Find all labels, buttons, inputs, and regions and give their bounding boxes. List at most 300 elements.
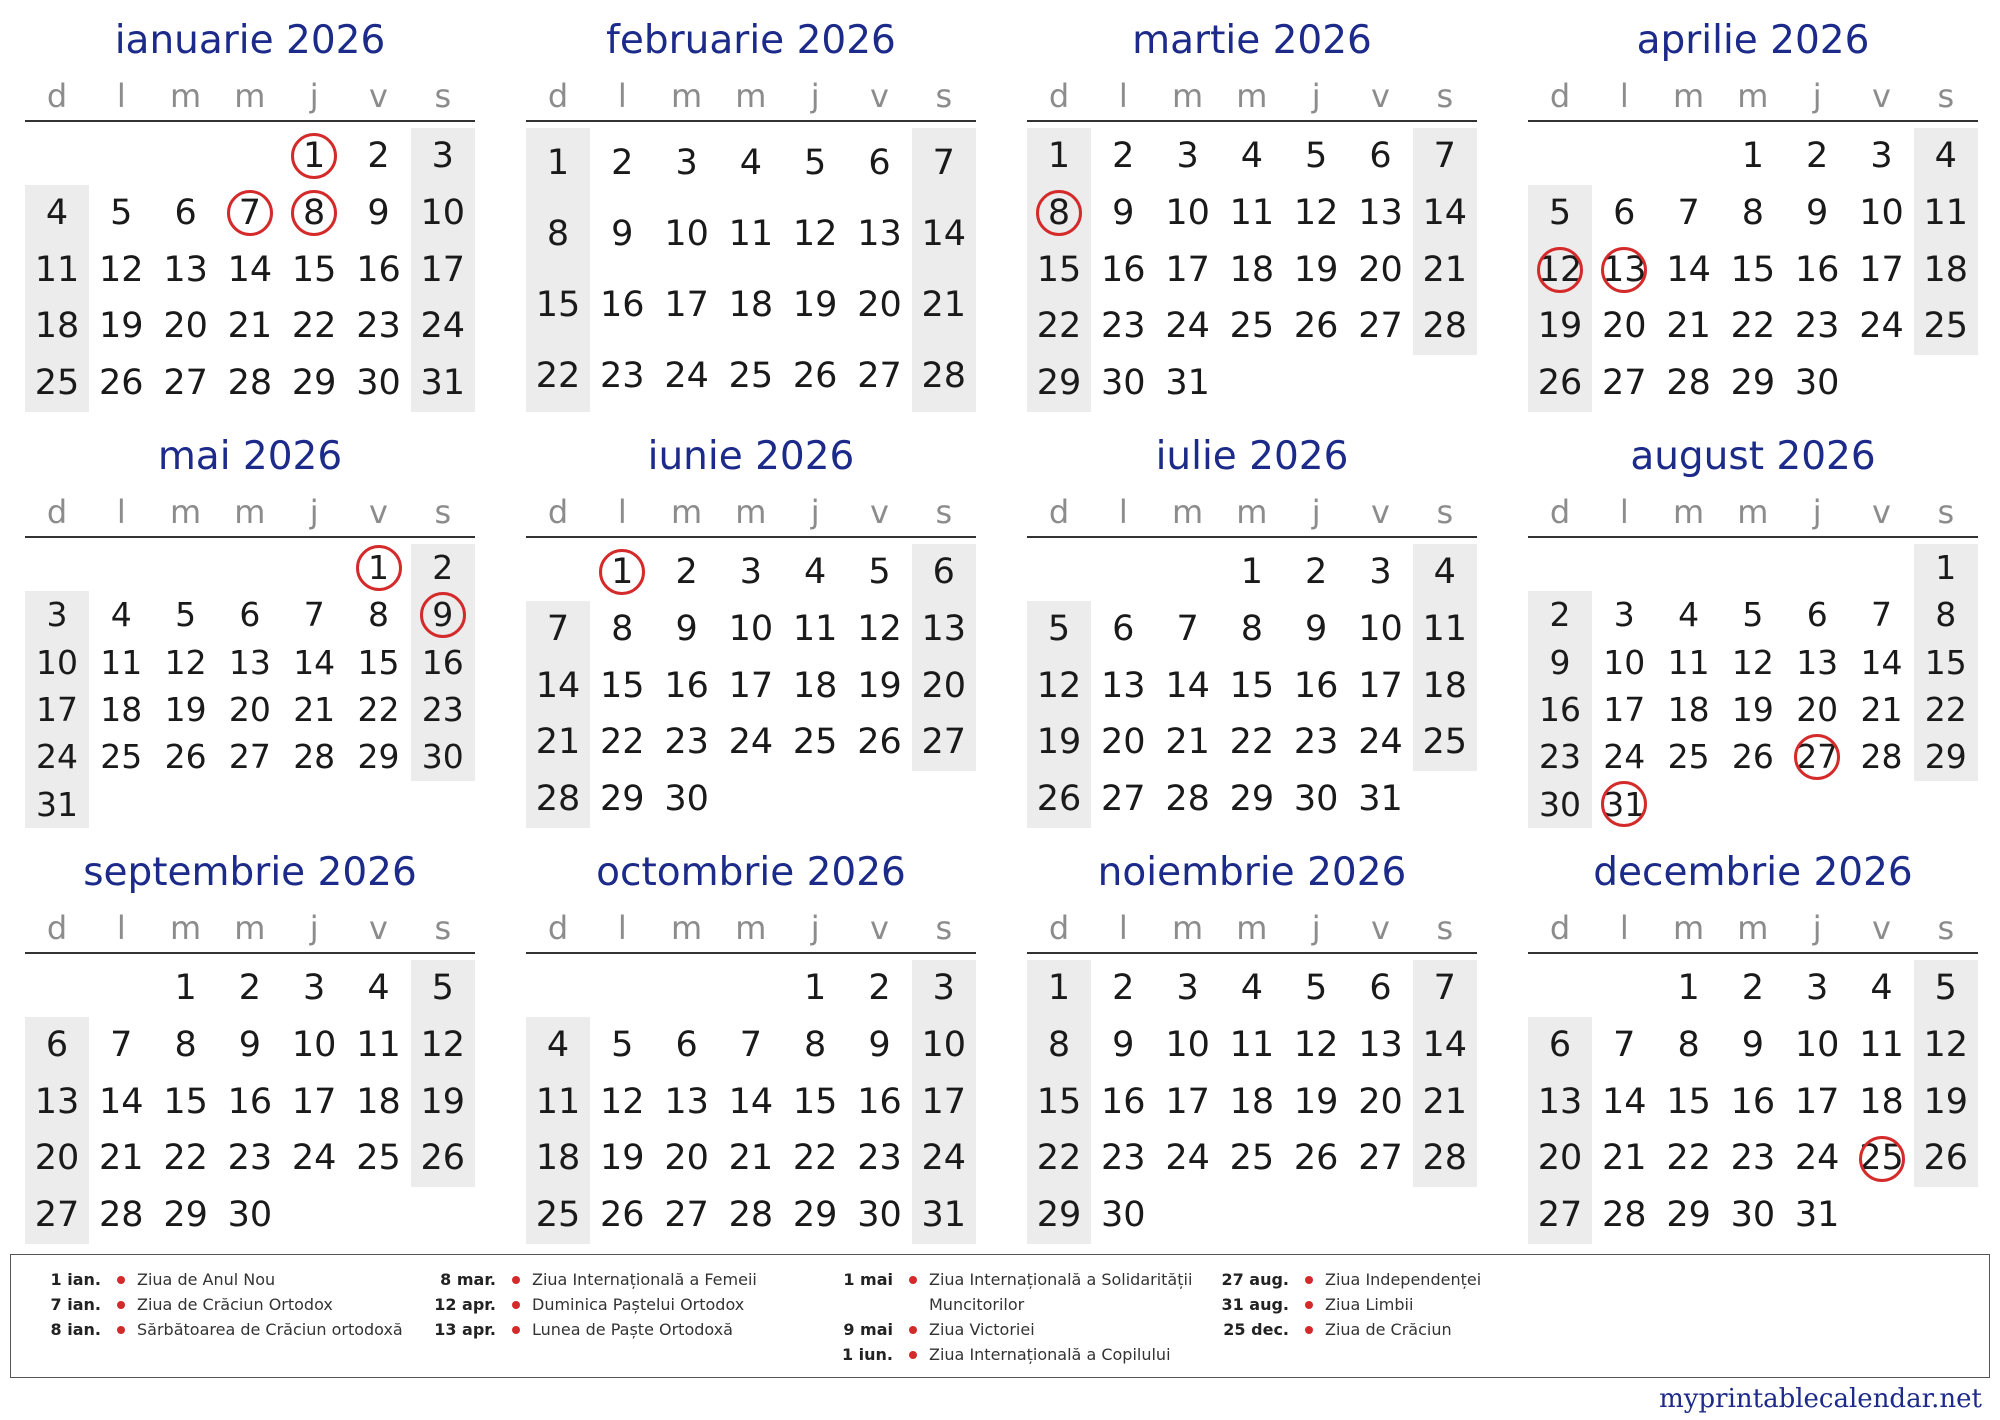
day-cell: 11 <box>1859 1024 1904 1065</box>
weekday-label: m <box>1737 493 1769 531</box>
weekday-label: s <box>1436 909 1454 947</box>
weekday-label: l <box>617 909 627 947</box>
day-cell: 21 <box>99 1138 144 1179</box>
month-block <box>1027 832 1477 1248</box>
month-title: aprilie 2026 <box>1636 18 1870 63</box>
day-cell: 21 <box>1422 1081 1468 1122</box>
day-cell: 18 <box>728 285 774 325</box>
day-cell: 13 <box>228 642 271 682</box>
day-cell: 23 <box>1101 306 1146 347</box>
weekday-label: v <box>870 77 889 115</box>
day-cell: 24 <box>1859 306 1904 347</box>
holiday-name: Ziua Internațională a Copilului <box>929 1345 1171 1364</box>
day-cell: 10 <box>728 608 774 649</box>
day-cell: 27 <box>664 1195 709 1236</box>
day-cell: 29 <box>1730 363 1776 404</box>
day-cell: 2 <box>1305 552 1328 592</box>
weekday-label: m <box>1236 77 1268 115</box>
weekday-label: m <box>671 493 703 531</box>
day-cell: 21 <box>1422 249 1468 290</box>
weekday-label: v <box>1872 493 1891 531</box>
day-cell: 11 <box>356 1024 401 1065</box>
weekday-label: m <box>735 493 767 531</box>
weekday-label: j <box>1311 493 1321 531</box>
day-cell: 24 <box>1165 1138 1210 1179</box>
day-cell: 24 <box>1358 722 1403 763</box>
day-cell: 27 <box>1358 1138 1403 1179</box>
header-rule <box>526 536 976 538</box>
header-rule <box>1528 536 1978 538</box>
day-cell: 26 <box>99 363 144 404</box>
day-cell: 1 <box>1047 136 1071 176</box>
day-cell: 9 <box>238 1024 262 1065</box>
day-cell: 23 <box>227 1138 273 1179</box>
day-cell: 25 <box>34 363 80 404</box>
holiday-bullet-icon <box>117 1326 125 1334</box>
weekday-label: m <box>735 77 767 115</box>
day-cell: 26 <box>1293 1138 1339 1179</box>
day-cell: 7 <box>303 595 325 635</box>
month-block <box>526 416 976 832</box>
day-cell: 28 <box>227 363 273 404</box>
day-cell: 1 <box>1741 136 1765 176</box>
day-cell: 1 <box>804 968 827 1008</box>
month-title: iunie 2026 <box>647 434 855 479</box>
day-cell: 4 <box>739 143 763 183</box>
day-cell: 5 <box>1548 192 1572 233</box>
day-cell: 11 <box>100 642 143 682</box>
day-cell: 28 <box>535 779 581 820</box>
day-cell: 9 <box>611 214 634 254</box>
day-cell: 7 <box>932 143 955 183</box>
day-cell: 20 <box>1537 1138 1583 1179</box>
weekday-label: l <box>1118 77 1128 115</box>
day-cell: 28 <box>921 356 967 396</box>
day-cell: 4 <box>1240 968 1264 1008</box>
day-cell: 25 <box>792 722 838 763</box>
day-cell: 21 <box>728 1138 774 1179</box>
day-cell: 22 <box>1036 1138 1082 1179</box>
holiday-date: 27 aug. <box>1221 1270 1289 1289</box>
weekday-header <box>25 492 475 532</box>
day-cell: 16 <box>421 642 464 682</box>
month-block <box>526 0 976 416</box>
day-cell: 23 <box>600 356 645 396</box>
day-cell: 3 <box>932 968 955 1008</box>
day-cell: 29 <box>1036 363 1082 404</box>
day-cell: 17 <box>664 285 709 325</box>
weekday-label: s <box>1937 493 1955 531</box>
day-cell: 20 <box>1602 306 1647 347</box>
day-cell: 19 <box>1036 722 1082 763</box>
day-cell: 23 <box>664 722 709 763</box>
day-cell: 25 <box>100 737 143 777</box>
day-cell: 13 <box>1602 249 1647 290</box>
weekday-label: j <box>309 909 319 947</box>
day-cell: 15 <box>1036 1081 1082 1122</box>
day-cell: 27 <box>1358 306 1403 347</box>
header-rule <box>25 120 475 122</box>
day-cell: 25 <box>1229 306 1275 347</box>
day-cell: 4 <box>367 968 390 1008</box>
day-cell: 16 <box>1794 249 1840 290</box>
day-cell: 22 <box>163 1138 208 1179</box>
weekday-label: m <box>1172 909 1204 947</box>
day-cell: 16 <box>1730 1081 1776 1122</box>
day-cell: 30 <box>664 779 709 820</box>
day-cell: 21 <box>1602 1138 1647 1179</box>
day-cell: 16 <box>1539 690 1581 729</box>
day-cell: 6 <box>239 595 261 635</box>
weekday-label: m <box>1236 909 1268 947</box>
day-cell: 7 <box>1871 595 1892 635</box>
site-credit[interactable]: myprintablecalendar.net <box>1659 1384 1982 1414</box>
day-cell: 12 <box>99 249 144 290</box>
day-cell: 18 <box>535 1138 581 1179</box>
day-cell: 1 <box>546 143 570 183</box>
day-cell: 3 <box>303 968 326 1008</box>
day-cell: 23 <box>356 306 401 347</box>
month-block <box>1528 832 1978 1248</box>
day-cell: 1 <box>303 136 326 176</box>
month-block <box>526 832 976 1248</box>
day-cell: 26 <box>164 737 207 777</box>
weekday-label: v <box>1872 909 1891 947</box>
weekday-header <box>526 76 976 116</box>
day-cell: 4 <box>1678 595 1700 635</box>
weekday-label: j <box>1311 909 1321 947</box>
day-cell: 8 <box>1240 608 1264 649</box>
month-title: septembrie 2026 <box>83 850 417 895</box>
day-cell: 29 <box>163 1195 208 1236</box>
month-title: noiembrie 2026 <box>1097 850 1407 895</box>
header-rule <box>1027 120 1477 122</box>
holiday-date: 31 aug. <box>1221 1295 1289 1314</box>
day-cell: 22 <box>792 1138 838 1179</box>
day-cell: 2 <box>1549 595 1571 635</box>
day-cell: 6 <box>174 192 197 233</box>
weekday-label: j <box>1812 77 1822 115</box>
day-cell: 6 <box>675 1024 698 1065</box>
day-cell: 14 <box>293 642 336 682</box>
day-cell: 30 <box>1730 1195 1776 1236</box>
day-cell: 28 <box>1860 737 1903 777</box>
holiday-date: 7 ian. <box>50 1295 101 1314</box>
day-cell: 25 <box>1667 737 1710 777</box>
day-cell: 20 <box>1101 722 1146 763</box>
day-cell: 22 <box>291 306 337 347</box>
day-cell: 5 <box>1742 595 1764 635</box>
day-cell: 27 <box>1602 363 1647 404</box>
day-cell: 14 <box>921 214 967 254</box>
month-title: iulie 2026 <box>1155 434 1349 479</box>
day-cell: 16 <box>1101 1081 1146 1122</box>
day-cell: 27 <box>857 356 902 396</box>
day-cell: 17 <box>1859 249 1904 290</box>
day-cell: 31 <box>1358 779 1403 820</box>
weekday-label: v <box>1872 77 1891 115</box>
day-cell: 21 <box>921 285 967 325</box>
weekday-label: l <box>116 493 126 531</box>
weekday-label: j <box>810 493 820 531</box>
day-cell: 6 <box>1112 608 1135 649</box>
day-cell: 27 <box>1537 1195 1583 1236</box>
day-cell: 8 <box>1677 1024 1700 1065</box>
day-cell: 31 <box>36 784 78 824</box>
day-cell: 18 <box>356 1081 401 1122</box>
day-cell: 29 <box>1036 1195 1082 1236</box>
day-cell: 18 <box>100 690 143 729</box>
day-cell: 18 <box>1859 1081 1904 1122</box>
weekday-label: v <box>369 493 388 531</box>
month-block <box>25 416 475 832</box>
day-cell: 13 <box>1537 1081 1583 1122</box>
weekday-label: m <box>170 909 202 947</box>
day-cell: 3 <box>1870 136 1893 176</box>
day-cell: 20 <box>1358 249 1403 290</box>
day-cell: 16 <box>600 285 645 325</box>
weekday-label: l <box>116 909 126 947</box>
day-cell: 6 <box>1613 192 1636 233</box>
day-cell: 9 <box>367 192 390 233</box>
day-cell: 2 <box>1806 136 1829 176</box>
day-cell: 5 <box>431 968 454 1008</box>
day-cell: 20 <box>664 1138 709 1179</box>
day-cell: 26 <box>420 1138 466 1179</box>
day-cell: 17 <box>728 665 774 706</box>
day-cell: 30 <box>1293 779 1339 820</box>
day-cell: 10 <box>420 192 466 233</box>
weekday-header <box>1528 908 1978 948</box>
weekday-label: j <box>1311 77 1321 115</box>
day-cell: 20 <box>1358 1081 1403 1122</box>
day-cell: 5 <box>611 1024 634 1065</box>
header-rule <box>1027 952 1477 954</box>
day-cell: 14 <box>535 665 581 706</box>
day-cell: 10 <box>1794 1024 1840 1065</box>
day-cell: 10 <box>921 1024 967 1065</box>
day-cell: 12 <box>1731 642 1774 682</box>
day-cell: 9 <box>1806 192 1829 233</box>
holiday-date: 9 mai <box>843 1320 893 1339</box>
day-cell: 8 <box>1935 595 1957 635</box>
weekday-label: v <box>870 493 889 531</box>
day-cell: 16 <box>1101 249 1146 290</box>
day-cell: 10 <box>1859 192 1904 233</box>
weekday-label: m <box>671 909 703 947</box>
day-cell: 30 <box>356 363 401 404</box>
month-block <box>25 0 475 416</box>
day-cell: 19 <box>164 690 207 729</box>
holiday-name: Ziua de Anul Nou <box>137 1270 276 1289</box>
month-title: decembrie 2026 <box>1593 850 1913 895</box>
holiday-name: Sărbătoarea de Crăciun ortodoxă <box>137 1320 403 1339</box>
day-cell: 23 <box>1539 737 1581 777</box>
day-cell: 11 <box>1229 192 1275 233</box>
weekday-label: d <box>1048 909 1070 947</box>
day-cell: 8 <box>368 595 389 635</box>
day-cell: 7 <box>1433 136 1456 176</box>
day-cell: 22 <box>1036 306 1082 347</box>
header-rule <box>1027 536 1477 538</box>
holiday-bullet-icon <box>117 1301 125 1309</box>
day-cell: 22 <box>1666 1138 1711 1179</box>
day-cell: 14 <box>1666 249 1711 290</box>
day-cell: 4 <box>804 552 827 592</box>
day-cell: 5 <box>804 143 827 183</box>
day-cell: 5 <box>110 192 133 233</box>
day-cell: 9 <box>1549 642 1571 682</box>
day-cell: 5 <box>868 552 891 592</box>
holiday-date: 13 apr. <box>434 1320 496 1339</box>
weekday-label: v <box>1371 493 1390 531</box>
holiday-name: Ziua Limbii <box>1325 1295 1414 1314</box>
header-rule <box>1528 120 1978 122</box>
holiday-bullet-icon <box>1305 1301 1313 1309</box>
weekday-label: d <box>1048 77 1070 115</box>
day-cell: 11 <box>1667 642 1710 682</box>
header-rule <box>1528 952 1978 954</box>
day-cell: 17 <box>1165 1081 1210 1122</box>
holiday-date: 8 ian. <box>50 1320 101 1339</box>
day-cell: 1 <box>1677 968 1700 1008</box>
day-cell: 17 <box>1794 1081 1840 1122</box>
day-cell: 29 <box>600 779 645 820</box>
day-cell: 16 <box>227 1081 273 1122</box>
header-rule <box>25 952 475 954</box>
weekday-label: d <box>547 493 569 531</box>
holiday-bullet-icon <box>512 1301 520 1309</box>
day-cell: 25 <box>535 1195 581 1236</box>
weekday-label: s <box>1937 77 1955 115</box>
holiday-bullet-icon <box>909 1326 917 1334</box>
day-cell: 19 <box>1293 1081 1339 1122</box>
day-cell: 9 <box>432 595 454 635</box>
day-cell: 19 <box>600 1138 645 1179</box>
day-cell: 30 <box>227 1195 273 1236</box>
day-cell: 26 <box>857 722 902 763</box>
day-cell: 25 <box>1229 1138 1275 1179</box>
day-cell: 4 <box>1934 136 1957 176</box>
day-cell: 18 <box>1229 249 1275 290</box>
day-cell: 27 <box>921 722 967 763</box>
holiday-bullet-icon <box>909 1351 917 1359</box>
day-cell: 28 <box>1602 1195 1647 1236</box>
day-cell: 3 <box>739 552 763 592</box>
day-cell: 6 <box>1548 1024 1572 1065</box>
day-cell: 13 <box>163 249 208 290</box>
day-cell: 19 <box>1923 1081 1969 1122</box>
day-cell: 2 <box>1741 968 1765 1008</box>
weekday-label: d <box>46 77 68 115</box>
day-cell: 27 <box>1101 779 1146 820</box>
day-cell: 10 <box>1165 1024 1210 1065</box>
day-cell: 21 <box>293 690 336 729</box>
weekday-label: d <box>46 493 68 531</box>
day-cell: 29 <box>1666 1195 1711 1236</box>
weekday-label: s <box>1436 77 1454 115</box>
day-cell: 24 <box>728 722 774 763</box>
weekday-label: s <box>1436 493 1454 531</box>
day-cell: 10 <box>1603 642 1646 682</box>
month-block <box>1027 416 1477 832</box>
weekday-label: v <box>1371 77 1390 115</box>
weekday-label: d <box>1048 493 1070 531</box>
day-cell: 28 <box>1422 1138 1468 1179</box>
day-cell: 9 <box>1741 1024 1765 1065</box>
day-cell: 17 <box>921 1081 967 1122</box>
day-cell: 13 <box>1358 1024 1403 1065</box>
day-cell: 18 <box>1229 1081 1275 1122</box>
day-cell: 28 <box>1422 306 1468 347</box>
header-rule <box>526 120 976 122</box>
day-cell: 22 <box>1229 722 1275 763</box>
day-cell: 22 <box>1730 306 1776 347</box>
day-cell: 18 <box>1422 665 1468 706</box>
day-cell: 2 <box>868 968 891 1008</box>
month-title: august 2026 <box>1630 434 1876 479</box>
holiday-name: Ziua de Crăciun Ortodox <box>137 1295 333 1314</box>
weekday-label: m <box>735 909 767 947</box>
weekday-label: s <box>935 909 953 947</box>
weekday-label: l <box>617 77 627 115</box>
day-cell: 15 <box>600 665 645 706</box>
day-cell: 17 <box>1603 690 1646 729</box>
weekday-label: m <box>1172 493 1204 531</box>
holiday-bullet-icon <box>117 1276 125 1284</box>
day-cell: 30 <box>1539 784 1581 824</box>
holiday-bullet-icon <box>512 1326 520 1334</box>
day-cell: 6 <box>1806 595 1828 635</box>
day-cell: 8 <box>611 608 634 649</box>
day-cell: 11 <box>728 214 774 254</box>
holiday-bullet-icon <box>512 1276 520 1284</box>
day-cell: 12 <box>1293 1024 1339 1065</box>
day-cell: 1 <box>368 548 389 587</box>
day-cell: 8 <box>1741 192 1765 233</box>
day-cell: 11 <box>1422 608 1468 649</box>
day-cell: 20 <box>228 690 271 729</box>
weekday-label: m <box>671 77 703 115</box>
day-cell: 26 <box>1293 306 1339 347</box>
day-cell: 17 <box>1358 665 1403 706</box>
holiday-name: Ziua Internațională a Solidarității Muncitorilor <box>929 1270 1193 1314</box>
day-cell: 23 <box>1794 306 1840 347</box>
day-cell: 12 <box>1923 1024 1969 1065</box>
day-cell: 10 <box>664 214 709 254</box>
day-cell: 17 <box>36 690 78 729</box>
day-cell: 27 <box>163 363 208 404</box>
day-cell: 2 <box>238 968 262 1008</box>
holiday-name: Ziua Independenței <box>1325 1270 1482 1289</box>
day-cell: 18 <box>34 306 80 347</box>
day-cell: 9 <box>868 1024 891 1065</box>
weekday-label: j <box>309 77 319 115</box>
day-cell: 28 <box>728 1195 774 1236</box>
holiday-name: Ziua Internațională a Femeii <box>532 1270 757 1289</box>
weekday-label: m <box>170 493 202 531</box>
day-cell: 15 <box>357 642 400 682</box>
day-cell: 25 <box>1923 306 1969 347</box>
day-cell: 4 <box>546 1024 570 1065</box>
day-cell: 12 <box>1537 249 1583 290</box>
day-cell: 22 <box>600 722 645 763</box>
day-cell: 2 <box>432 548 454 587</box>
holiday-name: Ziua Victoriei <box>929 1320 1035 1339</box>
weekday-label: j <box>309 493 319 531</box>
day-cell: 1 <box>611 552 634 592</box>
day-cell: 8 <box>1047 192 1071 233</box>
